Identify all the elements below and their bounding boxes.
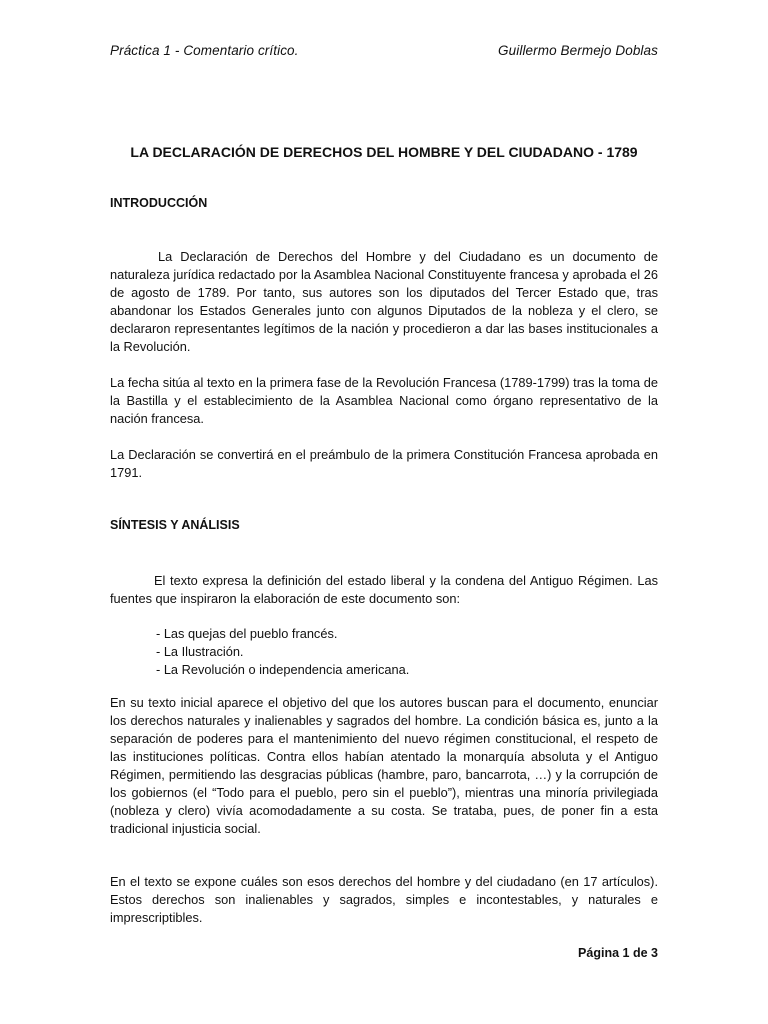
list-item: - Las quejas del pueblo francés. xyxy=(156,626,338,641)
page-total: 3 xyxy=(651,946,658,960)
page-current: 1 xyxy=(622,946,630,960)
section-heading-synthesis: SÍNTESIS Y ANÁLISIS xyxy=(110,518,240,532)
page-header xyxy=(110,43,658,58)
paragraph-intro-2: La fecha sitúa al texto en la primera fase de la Revolución Francesa (1789-1799) tras la toma de la Bastilla y el establecimiento de la Asamblea Nacional como órgano representativo de la nación francesa. xyxy=(110,375,658,426)
header-left-text: Práctica 1 - Comentario crítico. xyxy=(110,43,299,58)
page-number xyxy=(578,946,658,960)
list-item: - La Revolución o independencia americana. xyxy=(156,662,410,677)
document-title: LA DECLARACIÓN DE DERECHOS DEL HOMBRE Y DEL CIUDADANO - 1789 xyxy=(130,144,638,160)
header-author: Guillermo Bermejo Doblas xyxy=(498,43,658,58)
paragraph-intro-3: La Declaración se convertirá en el preámbulo de la primera Constitución Francesa aprobada en 1791. xyxy=(110,447,658,480)
page-label: Página xyxy=(578,946,620,960)
sources-list xyxy=(156,625,409,679)
list-item: - La Ilustración. xyxy=(156,644,244,659)
paragraph-intro-1: La Declaración de Derechos del Hombre y del Ciudadano es un documento de naturaleza jurídica redactado por la Asamblea Nacional Constituyente francesa y aprobada el 26 de agosto de 1789. Por tanto, sus autores son los diputados del Tercer Estado que, tras abandonar los Estados Generales junto con algunos Diputados de la nobleza y el clero, se declararon representantes legítimos de la nación y procedieron a dar las bases institucionales a la Revolución. xyxy=(110,249,658,354)
section-heading-intro: INTRODUCCIÓN xyxy=(110,196,208,210)
paragraph-synthesis-2: En su texto inicial aparece el objetivo del que los autores buscan para el documento, enunciar los derechos naturales y inalienables y sagrados del hombre. La condición básica es, junto a la separación de poderes para el mantenimiento del nuevo régimen constitucional, el respeto de las instituciones políticas. Contra ellos habían atentado la monarquía absoluta y el Antiguo Régimen, permitiendo las desgracias públicas (hambre, paro, bancarrota, …) y la corrupción de los gobiernos (el “Todo para el pueblo, pero sin el pueblo”), mientras una minoría privilegiada (nobleza y clero) vivía acomodadamente a su costa. Se trataba, pues, de poner fin a esta tradicional injusticia social. xyxy=(110,695,658,836)
page-sep: de xyxy=(632,946,648,960)
paragraph-synthesis-3: En el texto se expone cuáles son esos derechos del hombre y del ciudadano (en 17 artículos). Estos derechos son inalienables y sagrados, simples e incontestables, y naturales e imprescriptibles. xyxy=(110,874,658,925)
paragraph-synthesis-1: El texto expresa la definición del estado liberal y la condena del Antiguo Régimen. Las fuentes que inspiraron la elaboración de este documento son: xyxy=(110,573,658,606)
